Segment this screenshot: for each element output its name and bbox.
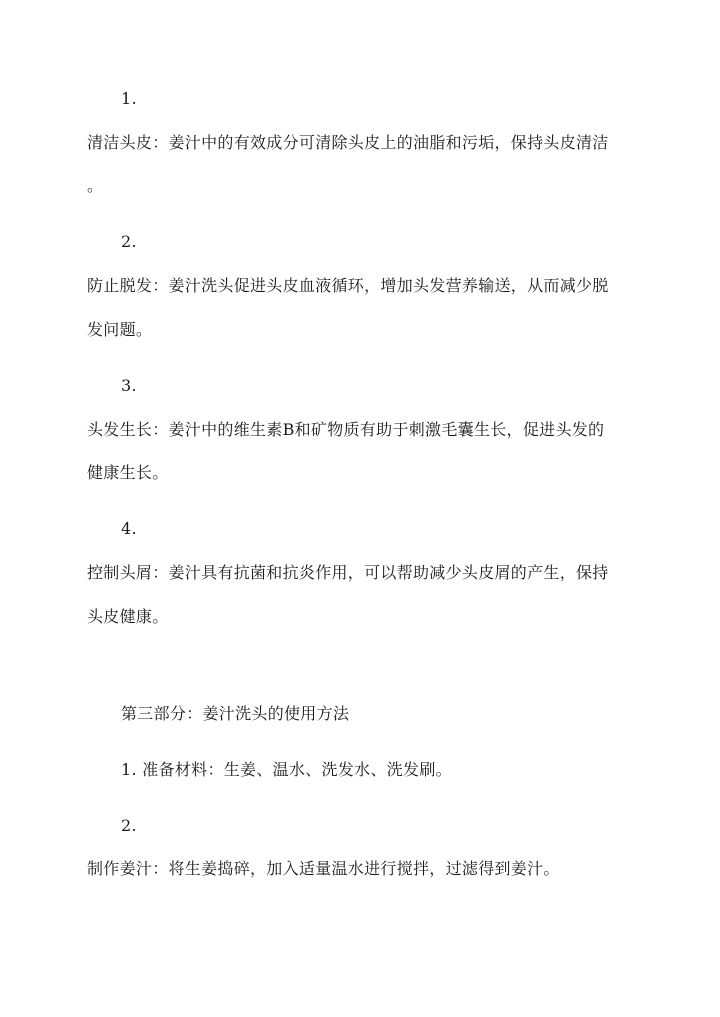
step-number-2: 2. <box>121 816 137 835</box>
item-2-line-2: 发问题。 <box>87 320 153 339</box>
item-1-line-1: 清洁头皮：姜汁中的有效成分可清除头皮上的油脂和污垢，保持头皮清洁 <box>87 133 609 152</box>
item-number-2: 2. <box>121 232 137 251</box>
item-3-line-1: 头发生长：姜汁中的维生素B和矿物质有助于刺激毛囊生长，促进头发的 <box>87 420 605 439</box>
item-1-line-2: 。 <box>87 176 104 195</box>
section-heading: 第三部分：姜汁洗头的使用方法 <box>121 704 350 723</box>
item-number-4: 4. <box>121 519 137 538</box>
item-3-line-2: 健康生长。 <box>87 463 169 482</box>
item-number-1: 1. <box>121 89 137 108</box>
item-number-3: 3. <box>121 376 137 395</box>
item-2-line-1: 防止脱发：姜汁洗头促进头皮血液循环，增加头发营养输送，从而减少脱 <box>87 276 609 295</box>
step-1: 1. 准备材料：生姜、温水、洗发水、洗发刷。 <box>121 760 452 779</box>
step-2-text: 制作姜汁：将生姜捣碎，加入适量温水进行搅拌，过滤得到姜汁。 <box>87 859 560 878</box>
item-4-line-2: 头皮健康。 <box>87 607 169 626</box>
item-4-line-1: 控制头屑：姜汁具有抗菌和抗炎作用，可以帮助减少头皮屑的产生，保持 <box>87 563 609 582</box>
